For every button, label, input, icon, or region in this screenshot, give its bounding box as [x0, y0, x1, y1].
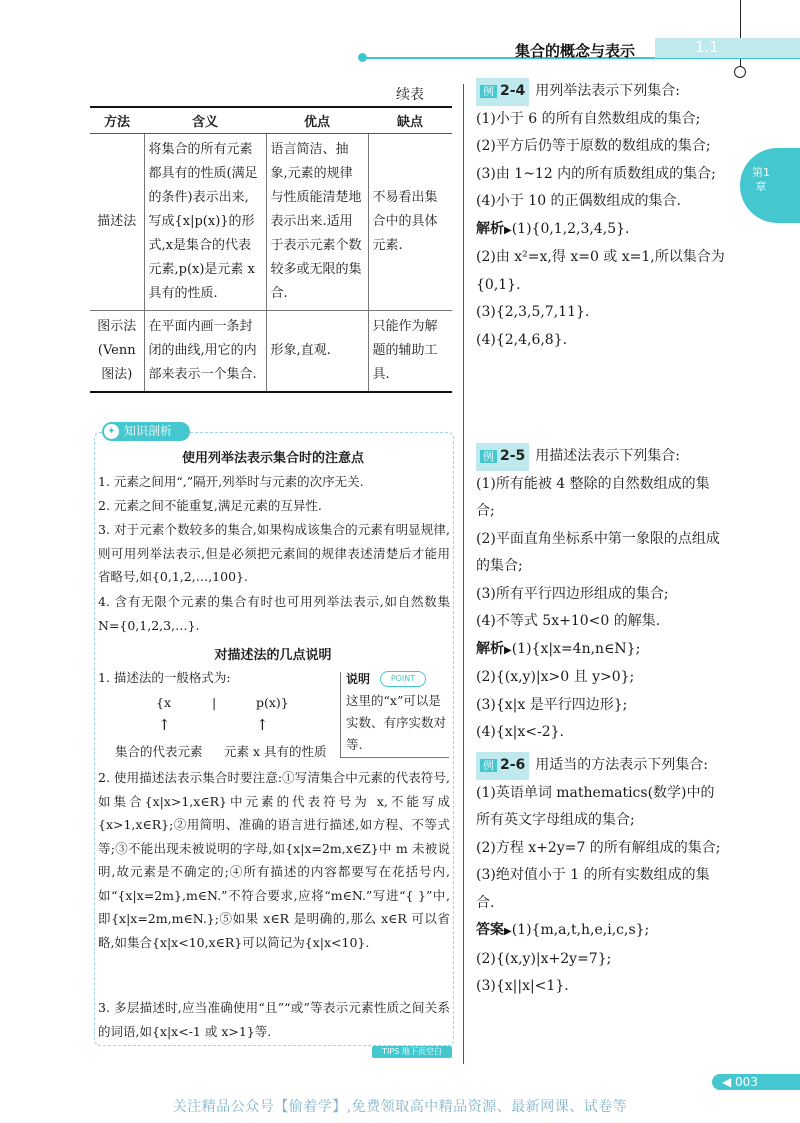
example-tag: 例 2-4 [476, 78, 529, 106]
tips-badge: TIPS 地下页空白 [372, 1046, 452, 1058]
question-part: (1)小于 6 的所有自然数组成的集合; [476, 110, 701, 127]
question-part: (2)方程 x+2y=7 的所有解组成的集合; [476, 839, 721, 856]
running-header-section: 1.1 [655, 38, 800, 58]
knowledge-tag: 知识剖析 [102, 422, 190, 441]
example-title: 例 2-5 用描述法表示下列集合: [476, 443, 728, 471]
table-cell: 语言简洁、抽象,元素的规律与性质能清楚地表示出来.适用于表示元素个数较多或无限的集合. [266, 134, 368, 311]
methods-table [90, 106, 452, 393]
knowledge-heading: 使用列举法表示集合时的注意点 [181, 451, 364, 466]
question-part: (3)由 1~12 内的所有质数组成的集合; [476, 165, 716, 182]
question-part: (3)所有平行四边形组成的集合; [476, 585, 669, 602]
table-row [90, 134, 452, 311]
table-continued-label: 续表 [396, 87, 424, 103]
solution-line: (4){x|x<-2}. [476, 724, 564, 740]
example-tag: 例 2-5 [476, 443, 529, 471]
example-2-6 [476, 752, 728, 1001]
chapter-tab [740, 148, 800, 223]
question-part: (2)平面直角坐标系中第一象限的点组成的集合; [476, 530, 720, 574]
table-cell: 形象,直观. [266, 311, 368, 393]
table-cell: 将集合的所有元素都具有的性质(满足的条件)表示出来,写成{x|p(x)}的形式,x是集合的代表元素,p(x)是元素 x 具有的性质. [144, 134, 266, 311]
footer-watermark: 关注精品公众号【偷着学】,免费领取高中精品资源、最新网课、试卷等 [172, 1099, 628, 1115]
example-tag: 例 2-6 [476, 752, 529, 780]
bulb-icon: ✦ [104, 424, 119, 439]
table-header: 缺点 [368, 107, 452, 134]
up-arrow-icon: ↑ [158, 716, 171, 734]
note-text: 这里的“x”可以是实数、有序实数对等. [346, 693, 447, 752]
table-row [90, 311, 452, 393]
example-2-5 [476, 443, 728, 747]
solution-line: (4){2,4,6,8}. [476, 331, 568, 348]
list-item: 2. 元素之间不能重复,满足元素的互异性. [98, 498, 322, 513]
solution-line: (2)由 x²=x,得 x=0 或 x=1,所以集合为{0,1}. [476, 249, 725, 293]
table-cell: 在平面内画一条封闭的曲线,用它的内部来表示一个集合. [144, 311, 266, 393]
solution-line: (2){(x,y)|x+2y=7}; [476, 950, 612, 967]
table-header: 方法 [90, 107, 144, 134]
note-point-badge: POINT [380, 671, 426, 687]
format-caption: 元素 x 具有的性质 [224, 744, 327, 759]
table-cell: 不易看出集合中的具体元素. [368, 134, 452, 311]
solution-line: (3){x||x|<1}. [476, 978, 569, 994]
knowledge-heading: 对描述法的几点说明 [214, 648, 332, 663]
list-item: 1. 元素之间用“,”隔开,列举时与元素的次序无关. [98, 474, 364, 489]
format-bar: | [212, 695, 217, 710]
list-item: 1. 描述法的一般格式为: [98, 670, 231, 685]
bookmark-pin-icon [734, 66, 746, 78]
question-part: (4)小于 10 的正偶数组成的集合. [476, 193, 681, 209]
triangle-icon: ▶ [504, 224, 512, 236]
bookmark-pin-line [740, 0, 741, 70]
table-cell: 描述法 [90, 134, 144, 311]
solution-line: (3){2,3,5,7,11}. [476, 304, 590, 320]
format-right: p(x)} [256, 695, 289, 710]
running-header-title: 集合的概念与表示 [515, 42, 636, 60]
page-number: ◀ 003 [712, 1074, 800, 1090]
list-item: 3. 多层描述时,应当准确使用“且”“或”等表示元素性质之间关系的词语,如{x|x<-1 或 x>1}等. [98, 1000, 450, 1039]
example-title: 例 2-4 用列举法表示下列集合: [476, 78, 728, 106]
question-part: (4)不等式 5x+10<0 的解集. [476, 613, 661, 629]
up-arrow-icon: ↑ [256, 716, 269, 734]
solution-line: 解析▶(1){x|x=4n,n∈N}; [476, 640, 641, 657]
table-cell: 图示法(Venn图法) [90, 311, 144, 393]
triangle-icon: ▶ [504, 926, 512, 937]
column-divider [463, 84, 464, 1064]
table-header: 优点 [266, 107, 368, 134]
format-left: {x [156, 695, 172, 710]
question-part: (1)英语单词 mathematics(数学)中的所有英文字母组成的集合; [476, 784, 715, 828]
list-item: 3. 对于元素个数较多的集合,如果构成该集合的元素有明显规律,则可用列举法表示,但是必须把元素间的规律表述清楚后才能用省略号,如{0,1,2,…,100}. [98, 522, 450, 584]
chapter-tab-label: 第1章 [752, 166, 770, 193]
question-part: (1)所有能被 4 整除的自然数组成的集合; [476, 475, 710, 519]
format-caption: 集合的代表元素 [115, 744, 203, 759]
example-title: 例 2-6 用适当的方法表示下列集合: [476, 752, 728, 780]
solution-line: (3){x|x 是平行四边形}; [476, 696, 628, 713]
table-header: 含义 [144, 107, 266, 134]
list-item: 4. 含有无限个元素的集合有时也可用列举法表示,如自然数集 N={0,1,2,3,…}. [98, 594, 450, 633]
solution-line: (2){(x,y)|x>0 且 y>0}; [476, 669, 635, 685]
solution-line: 解析▶(1){0,1,2,3,4,5}. [476, 220, 630, 237]
example-2-4 [476, 78, 728, 354]
note-title: 说明 [346, 672, 371, 686]
list-item: 2. 使用描述法表示集合时要注意:①写清集合中元素的代表符号,如集合{x|x>1,x∈R}中元素的代表符号为 x,不能写成{x>1,x∈R};②用简明、准确的语言进行描述,如方程、不等式等;③不能出现未被说明的字母,如{x|x=2m,x∈Z}中 m 未被说明,故元素是不确定的;④所有描述的内容都要写在花括号内,如“{x|x=2m},m∈N.”不符合要求,应将“m∈N.”写进“{ }”中,即{x|x=2m,m∈N.};⑤如果 x∈R 是明确的,那么 x∈R 可以省略,如集合{x|x<10,x∈R}可以简记为{x|x<10}. [98, 770, 450, 950]
table-cell: 只能作为解题的辅助工具. [368, 311, 452, 393]
solution-line: 答案▶(1){m,a,t,h,e,i,c,s}; [476, 922, 650, 938]
question-part: (2)平方后仍等于原数的数组成的集合; [476, 138, 711, 154]
question-part: (3)绝对值小于 1 的所有实数组成的集合. [476, 867, 710, 911]
triangle-icon: ▶ [504, 644, 512, 656]
